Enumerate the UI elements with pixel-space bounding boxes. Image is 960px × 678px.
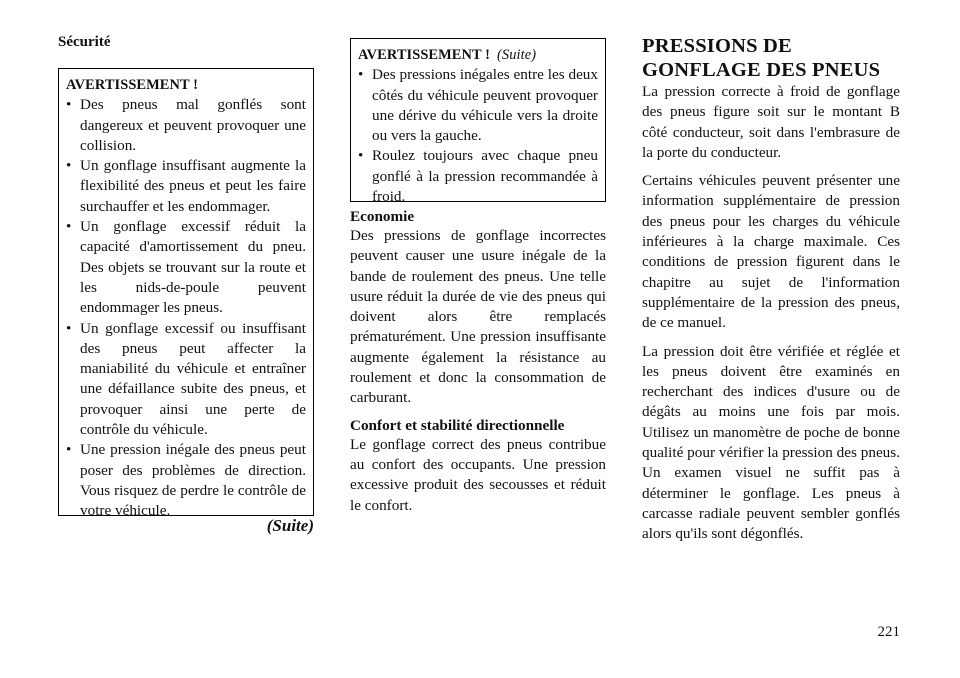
warning-title: AVERTISSEMENT ! (66, 77, 199, 93)
column-3-text (642, 82, 900, 553)
warning-list-1 (66, 95, 306, 521)
warning-item: • Roulez toujours avec chaque pneu gonflé à la pression recommandée à froid. (358, 146, 598, 207)
continued-label: (Suite) (266, 516, 314, 535)
warning-item: • Une pression inégale des pneus peut poser des problèmes de direction. Vous risquez de perdre le contrôle de votre véhicule. (66, 440, 306, 521)
warning-item: • Des pressions inégales entre les deux côtés du véhicule peuvent provoquer une dérive du véhicule vers la droite ou vers la gauche. (358, 65, 598, 146)
economy-paragraph: Des pressions de gonflage incorrectes peuvent causer une usure inégale de la bande de roulement des pneus. Une telle usure réduit la durée de vie des pneus qui doivent alors être remplacés prématurément. Une pression insuffisante augmente également la résistance au roulement et donc la consommation de carburant. (350, 227, 606, 407)
warning-title-cont (358, 45, 598, 65)
warning-list-2 (358, 65, 598, 207)
warning-title-text: AVERTISSEMENT ! (358, 47, 491, 63)
comfort-heading: Confort et stabilité directionnelle (350, 416, 565, 434)
warning-item: • Des pneus mal gonflés sont dangereux et peuvent provoquer une collision. (66, 95, 306, 156)
paragraph: Certains véhicules peuvent présenter une information supplémentaire de pression des pneus pour les charges du véhicule inférieures à la charge maximale. Ces conditions de pression figurent dans le chapitre au sujet de l'information supplémentaire de la pression des pneus, de ce manuel. (642, 172, 900, 332)
warning-box-2 (350, 38, 606, 206)
page-title: PRESSIONS DE GONFLAGE DES PNEUS (642, 35, 881, 81)
warning-item: • Un gonflage excessif ou insuffisant des pneus peut affecter la maniabilité du véhicule et entraîner une défaillance subite des pneus, et provoquer ainsi une perte de contrôle du véhicule. (66, 319, 306, 441)
paragraph: La pression doit être vérifiée et réglée et les pneus doivent être examinés en recherchant des indices d'usure ou de dégâts au moins une fois par mois. Utilisez un manomètre de poche de bonne qualité pour vérifier la pression des pneus. Un examen visuel ne suffit pas à déterminer le gonflage. Les pneus à carcasse radiale peuvent sembler gonflés alors qu'ils sont dégonflés. (642, 342, 900, 543)
continued-marker: (Suite) (497, 47, 537, 63)
warning-item: • Un gonflage excessif réduit la capacité d'amortissement du pneu. Des objets se trouvant sur la route et les nids-de-poule peuvent endommager les pneus. (66, 217, 306, 318)
economy-heading: Economie (350, 208, 415, 225)
paragraph: La pression correcte à froid de gonflage des pneus figure soit sur le montant B côté conducteur, soit dans l'embrasure de la porte du conducteur. (642, 83, 900, 161)
column-2-text (350, 208, 606, 524)
section-header: Sécurité (58, 34, 111, 50)
page-number: 221 (877, 624, 900, 640)
comfort-paragraph: Le gonflage correct des pneus contribue au confort des occupants. Une pression excessive produit des secousses et réduit le confort. (350, 435, 606, 514)
warning-item: • Un gonflage insuffisant augmente la flexibilité des pneus et peut les faire surchauffer et les endommager. (66, 156, 306, 217)
warning-box-1 (58, 68, 314, 520)
